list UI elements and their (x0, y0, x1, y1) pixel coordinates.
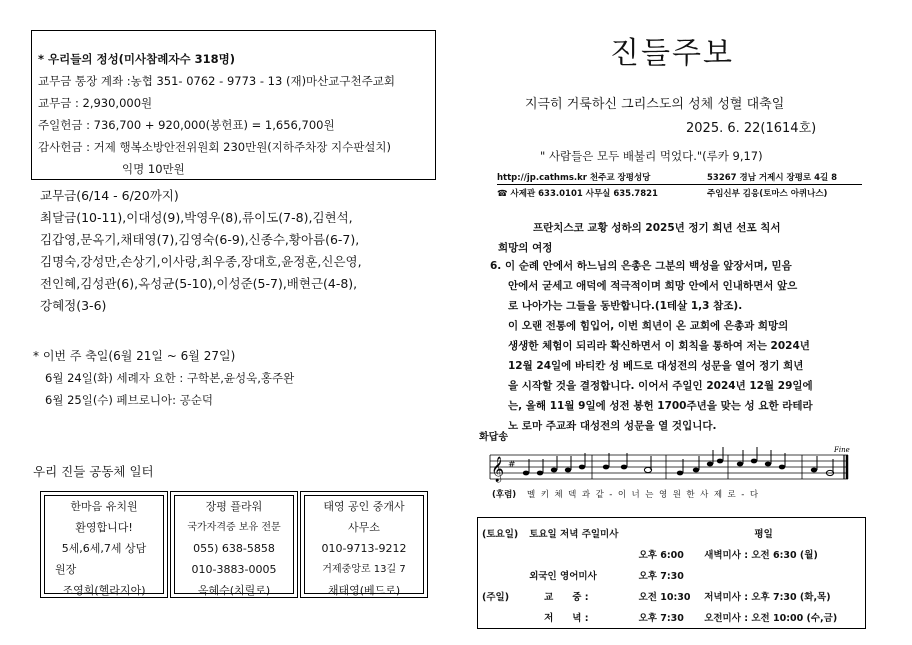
refrain-lyrics: 멜 키 체 덱 과 같 - 이 너 는 영 원 한 사 제 로 - 다 (527, 490, 760, 500)
business-card (300, 491, 428, 598)
article-body (490, 256, 870, 436)
business-card-line: 사무소 (348, 521, 380, 534)
business-card-line: 한마음 유치원 (70, 500, 138, 513)
article-line: 6. 이 순례 안에서 하느님의 은총은 그분의 백성을 앞장서며, 믿음 (490, 260, 792, 272)
account-info: 교무금 통장 계좌 :농협 351- 0762 - 9773 - 13 (재)마산교구천주교회 (38, 74, 395, 88)
dues-list-line: 강혜정(3-6) (40, 298, 107, 313)
business-card (40, 491, 168, 598)
mass-row (480, 522, 863, 543)
business-card-line: 010-9713-9212 (321, 542, 407, 555)
mass-cell: 오전미사 : 오전 10:00 (수,금) (704, 612, 838, 624)
dues-list-title: 교무금(6/14 - 6/20까지) (40, 188, 179, 203)
parish-phone: ☎ 사제관 633.0101 사무실 635.7821 (497, 189, 658, 199)
header-divider (497, 184, 862, 185)
mass-row (480, 564, 863, 585)
feast-days (33, 345, 433, 411)
mass-cell: 저 (544, 612, 554, 624)
mass-cell: 오후 6:00 (638, 549, 684, 561)
business-card (170, 491, 298, 598)
article-subtitle: 희망의 여정 (498, 242, 553, 254)
refrain-label: (후렴) (492, 490, 517, 500)
mass-row (480, 585, 863, 606)
mass-cell: 토요일 저녁 주일미사 (529, 528, 619, 540)
issue-date: 2025. 6. 22(1614호) (686, 121, 817, 136)
fine-mark: Fine (834, 446, 850, 454)
article-line: 안에서 굳세고 애덕에 적극적이며 희망 안에서 인내하면서 앞으 (508, 280, 798, 292)
article-line: 12월 24일에 바티칸 성 베드로 대성전의 성문을 열어 정기 희년 (508, 360, 804, 372)
mass-cell: 외국인 영어미사 (529, 570, 597, 582)
article-line: 을 시작할 것을 결정합니다. 이어서 주일인 2024년 12월 29일에 (508, 380, 813, 392)
parish-address: 53267 경남 거제시 장평로 4길 8 (707, 173, 838, 183)
offering-box (31, 30, 436, 180)
thanks-anonymous: 익명 10만원 (122, 162, 185, 176)
business-card-line: 5세,6세,7세 상담 (61, 542, 147, 555)
business-card-line: 원장 (55, 563, 77, 576)
business-card-line: 환영합니다! (75, 521, 133, 534)
treble-clef-icon: 𝄞 (491, 457, 505, 482)
bulletin-title: 진들주보 (610, 36, 734, 71)
mass-cell: 중 : (572, 591, 589, 603)
article-title: 프란치스코 교황 성하의 2025년 정기 희년 선포 칙서 (533, 222, 781, 234)
article-line: 는, 올해 11월 9일에 성전 봉헌 1700주년을 맞는 성 요한 라테라 (508, 400, 813, 412)
business-card-line: 조영희(헬라지아) (62, 584, 146, 597)
mass-cell: 오전 10:30 (638, 591, 691, 603)
business-card-line: 옥혜수(치릴로) (197, 584, 271, 597)
mass-cell: 새벽미사 : 오전 6:30 (월) (704, 549, 818, 561)
offering-title: * 우리들의 정성(미사참례자수 318명) (38, 52, 235, 66)
article-line: 노 로마 주교좌 대성전의 성문을 열 것입니다. (508, 420, 717, 432)
mass-schedule-box (477, 517, 866, 629)
mass-cell (637, 522, 703, 543)
feast-line: 6월 24일(화) 세례자 요한 : 구학본,윤성욱,홍주완 (45, 371, 295, 385)
gospel-quote: " 사람들은 모두 배불리 먹었다."(루카 9,17) (540, 149, 763, 163)
svg-text:#: # (508, 460, 516, 470)
mass-row (480, 543, 863, 564)
mass-cell: 녁 : (572, 612, 589, 624)
psalm-label: 화답송 (479, 432, 508, 443)
article-line: 생생한 체험이 되리라 확신하면서 이 회칙을 통하여 저는 2024년 (508, 340, 810, 352)
feast-title: * 이번 주 축일(6월 21일 ~ 6월 27일) (33, 349, 236, 363)
business-card-line: 채태영(베드로) (327, 584, 401, 597)
mass-cell: 오후 7:30 (638, 612, 684, 624)
mass-cell: 교 (544, 591, 554, 603)
dues-list-line: 김갑영,문옥기,채태영(7),김영숙(6-9),신종수,황아름(6-7), (40, 232, 360, 247)
dues-list (40, 185, 440, 317)
mass-cell: (주일) (482, 591, 510, 603)
business-card-line: 국가자격증 보유 전문 (187, 522, 281, 533)
mass-cell: (토요일) (482, 528, 519, 540)
dues-total: 교무금 : 2,930,000원 (38, 96, 153, 110)
community-title: 우리 진들 공동체 일터 (33, 464, 154, 479)
dues-list-line: 김명숙,강성만,손상기,이사랑,최우종,장대호,윤정훈,신은영, (40, 254, 362, 269)
business-card-line: 055) 638-5858 (193, 542, 275, 555)
dues-list-line: 최달금(10-11),이대성(9),박영우(8),류이도(7-8),김현석, (40, 210, 353, 225)
business-card-line: 태영 공인 중개사 (323, 500, 405, 513)
business-card-line: 거제중앙로 13길 7 (322, 564, 406, 575)
dues-list-line: 전인혜,김성관(6),옥성균(5-10),이성준(5-7),배현근(4-8), (40, 276, 358, 291)
mass-row (480, 606, 863, 627)
article-line: 로 나아가는 그들을 동반합니다.(1테살 1,3 참조). (508, 300, 743, 312)
parish-url[interactable]: http://jp.cathms.kr 천주교 장평성당 (497, 173, 651, 183)
feast-line: 6월 25일(수) 페브로니아: 공순덕 (45, 393, 213, 407)
mass-cell: 저녁미사 : 오후 7:30 (화,목) (704, 591, 831, 603)
article-line: 이 오랜 전통에 힘입어, 이번 희년이 온 교회에 은총과 희망의 (508, 320, 789, 332)
mass-cell: 오후 7:30 (638, 570, 684, 582)
sunday-collection: 주일헌금 : 736,700 + 920,000(봉헌표) = 1,656,700원 (38, 118, 335, 132)
thanks-offering: 감사헌금 : 거제 행복소방안전위원회 230만원(지하주차장 지수판설치) (38, 140, 392, 154)
business-card-line: 장평 플라워 (205, 500, 263, 513)
parish-pastor: 주임신부 김응(토마스 아퀴나스) (707, 189, 828, 199)
mass-cell: 평일 (754, 528, 773, 540)
feast-name: 지극히 거룩하신 그리스도의 성체 성혈 대축일 (525, 97, 785, 112)
business-card-line: 010-3883-0005 (191, 563, 277, 576)
